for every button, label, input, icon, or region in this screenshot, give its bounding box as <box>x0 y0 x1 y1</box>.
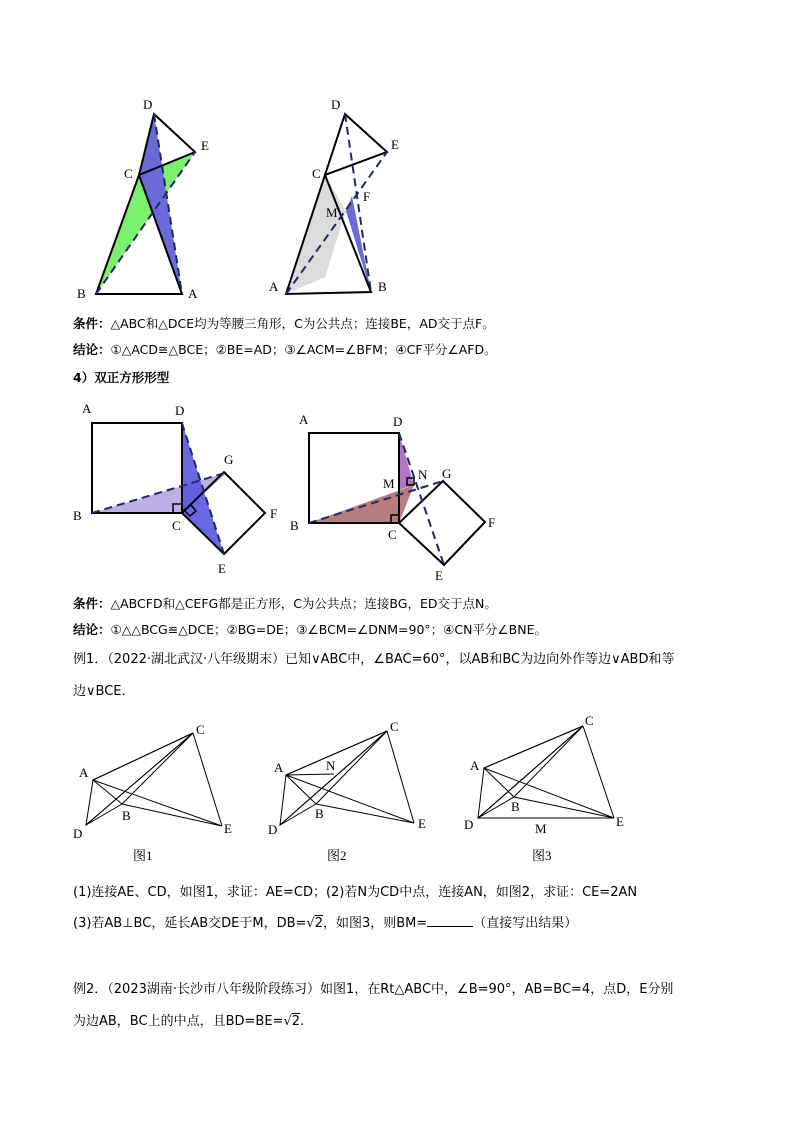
example2-line2: 为边AB，BC上的中点，且BD=BE=√2. <box>73 1014 305 1029</box>
example2-line1: 例2．（2023湖南·长沙市八年级阶段练习）如图1，在Rt△ABC中，∠B=90°，AB=BC=4，点D，E分别 <box>73 982 674 997</box>
label-D: D <box>464 817 474 832</box>
figure-isosceles-1 <box>70 95 230 300</box>
sqrt-symbol: √ <box>306 916 315 931</box>
label-C: C <box>390 719 399 734</box>
example1-question3: (3)若AB⊥BC，延长AB交DE于M，DB=√2，如图3，则BM= （直接写出结果） <box>73 916 578 931</box>
example1-question1: (1)连接AE、CD，如图1，求证：AE=CD；(2)若N为CD中点，连接AN，如图2，求证：CE=2AN <box>73 885 638 900</box>
figure-squares-2 <box>285 405 500 585</box>
label-E: E <box>201 138 209 153</box>
label-B: B <box>77 286 86 301</box>
label-A: A <box>82 401 92 416</box>
label-A: A <box>269 279 279 294</box>
label-B: B <box>378 279 387 294</box>
label-C: C <box>585 713 594 728</box>
section2-conclusion: 结论：①△△BCG≌△DCE；②BG=DE；③∠BCM=∠DNM=90°；④CN平分∠BNE。 <box>73 622 547 637</box>
label-F: F <box>488 515 496 530</box>
label-A: A <box>274 760 284 775</box>
label-D: D <box>268 822 278 837</box>
label-A: A <box>470 758 480 773</box>
section1-condition: 条件：△ABC和△DCE均为等腰三角形，C为公共点；连接BE，AD交于点F。 <box>73 316 495 331</box>
label-B: B <box>290 518 299 533</box>
section2-heading: 4）双正方形形型 <box>73 370 170 385</box>
label-M: M <box>383 476 395 491</box>
label-B: B <box>511 799 520 814</box>
label-B: B <box>73 508 82 523</box>
label-B: B <box>122 808 131 823</box>
label-A: A <box>79 765 89 780</box>
label-D: D <box>331 97 341 112</box>
label-N: N <box>418 467 428 482</box>
grey-triangle <box>286 175 346 294</box>
label-E: E <box>418 816 426 831</box>
label-C: C <box>312 166 321 181</box>
label-E: E <box>391 137 399 152</box>
label-E: E <box>616 814 624 829</box>
label-D: D <box>393 414 403 429</box>
label-B: B <box>315 806 324 821</box>
label-F: F <box>363 189 371 204</box>
label-G: G <box>224 452 234 467</box>
label-M: M <box>326 205 338 220</box>
label-C: C <box>196 722 205 737</box>
sqrt-symbol: √ <box>283 1014 292 1029</box>
example1-figure3 <box>465 708 635 838</box>
example1-line2: 边∨BCE． <box>73 684 135 699</box>
label-F: F <box>270 506 278 521</box>
section1-conclusion: 结论：①△ACD≅△BCE；②BE=AD；③∠ACM=∠BFM；④CF平分∠AFD。 <box>73 342 497 357</box>
label-M: M <box>535 821 547 836</box>
caption-fig1: 图1 <box>133 848 153 863</box>
label-C: C <box>172 518 181 533</box>
label-N: N <box>326 758 336 773</box>
section2-condition: 条件：△ABCFD和△CEFG都是正方形，C为公共点；连接BG，ED交于点N。 <box>73 596 497 611</box>
label-E: E <box>435 568 443 583</box>
caption-fig2: 图2 <box>327 848 347 863</box>
label-E: E <box>224 821 232 836</box>
label-E: E <box>218 561 226 576</box>
label-A: A <box>299 412 309 427</box>
example1-figure1 <box>70 715 245 840</box>
figure-squares-1 <box>70 398 280 583</box>
label-D: D <box>175 403 185 418</box>
label-D: D <box>73 826 83 841</box>
label-D: D <box>143 97 153 112</box>
label-G: G <box>442 466 452 481</box>
example1-line1: 例1．（2022·湖北武汉·八年级期末）已知∨ABC中，∠BAC=60°，以AB和BC为边向外作等边∨ABD和等 <box>73 652 675 667</box>
caption-fig3: 图3 <box>532 848 552 863</box>
label-A: A <box>188 286 198 301</box>
example1-figure2 <box>265 713 435 840</box>
label-C: C <box>388 527 397 542</box>
label-C: C <box>124 166 133 181</box>
figure-isosceles-2 <box>265 95 415 300</box>
answer-blank[interactable] <box>427 914 473 927</box>
